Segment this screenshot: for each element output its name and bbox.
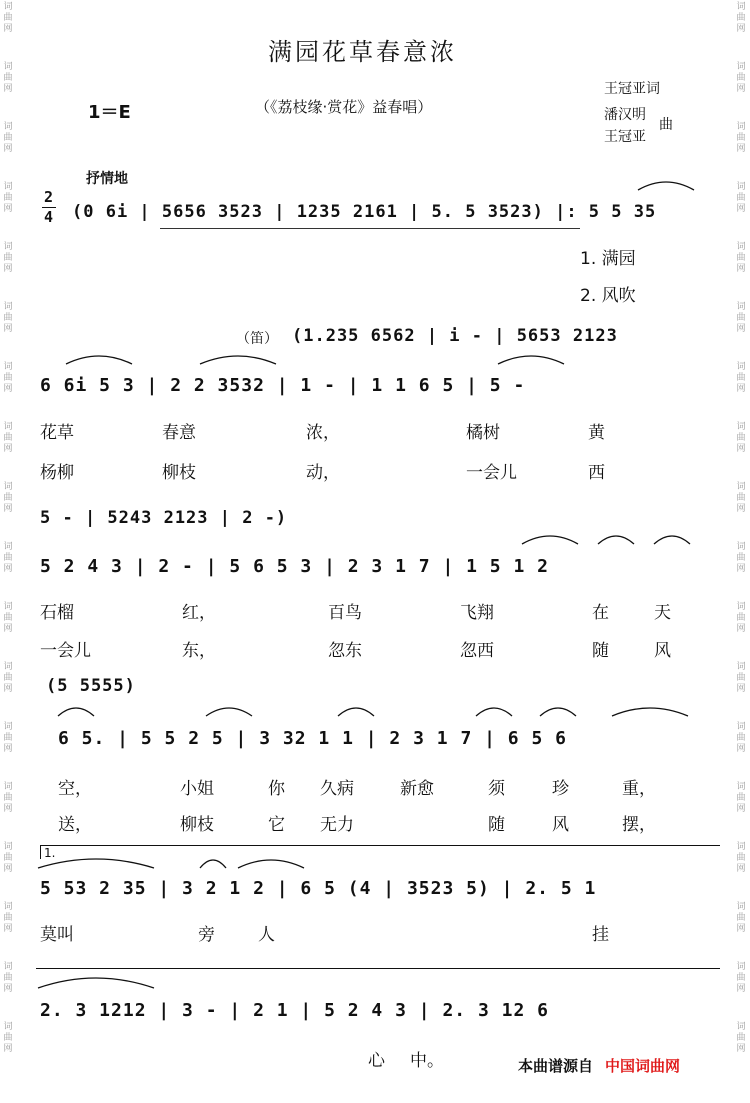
tempo-marking: 抒情地: [86, 171, 128, 187]
lyric-s4-v1-6: 珍: [552, 779, 569, 799]
lyricist-credit: 王冠亚词: [604, 81, 660, 97]
tie-line-s6: [36, 968, 720, 969]
slur-s4e: [538, 704, 578, 718]
lyric-s3-v1-2: 百鸟: [328, 603, 362, 623]
composer-credit-2: 王冠亚: [604, 129, 646, 145]
key-signature: 1＝E: [88, 102, 131, 123]
lyric-s2-v1-0: 花草: [40, 423, 74, 443]
slur-s1: [636, 178, 696, 192]
lyric-s2-v1-2: 浓，: [306, 423, 340, 443]
verse-mark-2: 2. 风吹: [580, 286, 636, 306]
lyric-s3-v2-1: 东，: [182, 641, 216, 661]
lyric-s2-v1-4: 黄: [588, 423, 605, 443]
slur-s4d: [474, 704, 514, 718]
lyric-s4-v2-5: 风: [552, 815, 569, 835]
lyric-s6-0: 心: [368, 1051, 385, 1071]
song-title: 满园花草春意浓: [268, 38, 457, 66]
lyric-s4-v2-0: 送，: [58, 815, 92, 835]
time-signature-top: 2: [44, 188, 55, 206]
lyric-s4-v1-1: 小姐: [180, 779, 214, 799]
song-subtitle: （《荔枝缘·赏花》益春唱）: [255, 98, 433, 116]
lyric-s4-v2-2: 它: [268, 815, 285, 835]
lyric-s2-v2-3: 一会儿: [466, 463, 517, 483]
slur-s2c: [496, 352, 566, 366]
lyric-s3-v2-0: 一会儿: [40, 641, 91, 661]
slur-s5b: [198, 856, 228, 870]
lyric-s5-1: 旁: [198, 925, 215, 945]
lyric-s6-1: 中。: [410, 1051, 444, 1071]
notation-system-3: 5 2 4 3 | 2 - | 5 6 5 3 | 2 3 1 7 | 1 5 1 2: [40, 556, 549, 577]
time-signature-bottom: 4: [44, 208, 55, 226]
lyric-s2-v1-1: 春意: [162, 423, 196, 443]
slur-s4b: [204, 704, 254, 718]
lyric-s2-v2-4: 西: [588, 463, 605, 483]
source-credit: [518, 1055, 680, 1076]
lyric-s2-v2-0: 杨柳: [40, 463, 74, 483]
lyric-s4-v1-7: 重，: [622, 779, 656, 799]
notation-system-2: 6 6i 5 3 | 2 2 3532 | 1 - | 1 1 6 5 | 5 -: [40, 375, 526, 396]
lyric-s3-v1-4: 在: [592, 603, 609, 623]
underline-s1: [160, 228, 580, 229]
lyric-s4-v2-1: 柳枝: [180, 815, 214, 835]
lyric-s4-v2-4: 随: [488, 815, 505, 835]
slur-s4a: [56, 704, 96, 718]
inst-label: （笛）: [236, 331, 278, 347]
notation-system-1: (0 6i | 5656 3523 | 1235 2161 | 5. 5 3523) |: 5 5 35: [72, 202, 657, 222]
lyric-s4-v1-0: 空，: [58, 779, 92, 799]
slur-s2b: [198, 352, 278, 366]
lyric-s4-v1-5: 须: [488, 779, 505, 799]
lyric-s2-v2-1: 柳枝: [162, 463, 196, 483]
lyric-s4-v1-2: 你: [268, 779, 285, 799]
slur-s6a: [36, 970, 156, 990]
lyric-s3-v1-0: 石榴: [40, 603, 74, 623]
source-site-link[interactable]: 中国词曲网: [605, 1057, 681, 1075]
inst-notes-s3: 5 - | 5243 2123 | 2 -): [40, 508, 288, 528]
volta-bracket-line: [40, 845, 720, 846]
lyric-s4-v1-3: 久病: [320, 779, 354, 799]
lyric-s2-v1-3: 橘树: [466, 423, 500, 443]
lyric-s4-v2-3: 无力: [320, 815, 354, 835]
composer-suffix: 曲: [659, 117, 673, 133]
slur-s4c: [336, 704, 376, 718]
slur-s3c: [652, 532, 692, 546]
volta-number: 1.: [44, 846, 56, 860]
slur-s3b: [596, 532, 636, 546]
notation-system-4: 6 5. | 5 5 2 5 | 3 32 1 1 | 2 3 1 7 | 6 5 6: [58, 728, 567, 749]
lyric-s3-v2-4: 随: [592, 641, 609, 661]
lyric-s4-v2-6: 摆，: [622, 815, 656, 835]
lyric-s3-v2-5: 风: [654, 641, 671, 661]
lyric-s5-3: 挂: [592, 925, 609, 945]
source-prefix: 本曲谱源自: [518, 1057, 594, 1075]
lyric-s3-v2-2: 忽东: [328, 641, 362, 661]
notation-system-6: 2. 3 1212 | 3 - | 2 1 | 5 2 4 3 | 2. 3 12 6: [40, 1000, 549, 1021]
lyric-s3-v1-3: 飞翔: [460, 603, 494, 623]
composer-credit-1: 潘汉明: [604, 107, 646, 123]
inst-notes-s4: (5 5555): [46, 676, 136, 696]
lyric-s3-v1-5: 天: [654, 603, 671, 623]
notation-system-5: 5 53 2 35 | 3 2 1 2 | 6 5 (4 | 3523 5) | 2. 5 1: [40, 878, 597, 899]
slur-s4f: [610, 704, 690, 718]
lyric-s5-0: 莫叫: [40, 925, 74, 945]
lyric-s3-v1-1: 红，: [182, 603, 216, 623]
lyric-s4-v1-4: 新愈: [400, 779, 434, 799]
lyric-s2-v2-2: 动，: [306, 463, 340, 483]
slur-s3a: [520, 532, 580, 546]
inst-notes-s2: (1.235 6562 | i - | 5653 2123: [292, 326, 618, 346]
slur-s5a: [36, 854, 156, 870]
lyric-s3-v2-3: 忽西: [460, 641, 494, 661]
verse-mark-1: 1. 满园: [580, 249, 636, 269]
lyric-s5-2: 人: [258, 925, 275, 945]
slur-s5c: [236, 856, 306, 870]
slur-s2a: [64, 352, 134, 366]
